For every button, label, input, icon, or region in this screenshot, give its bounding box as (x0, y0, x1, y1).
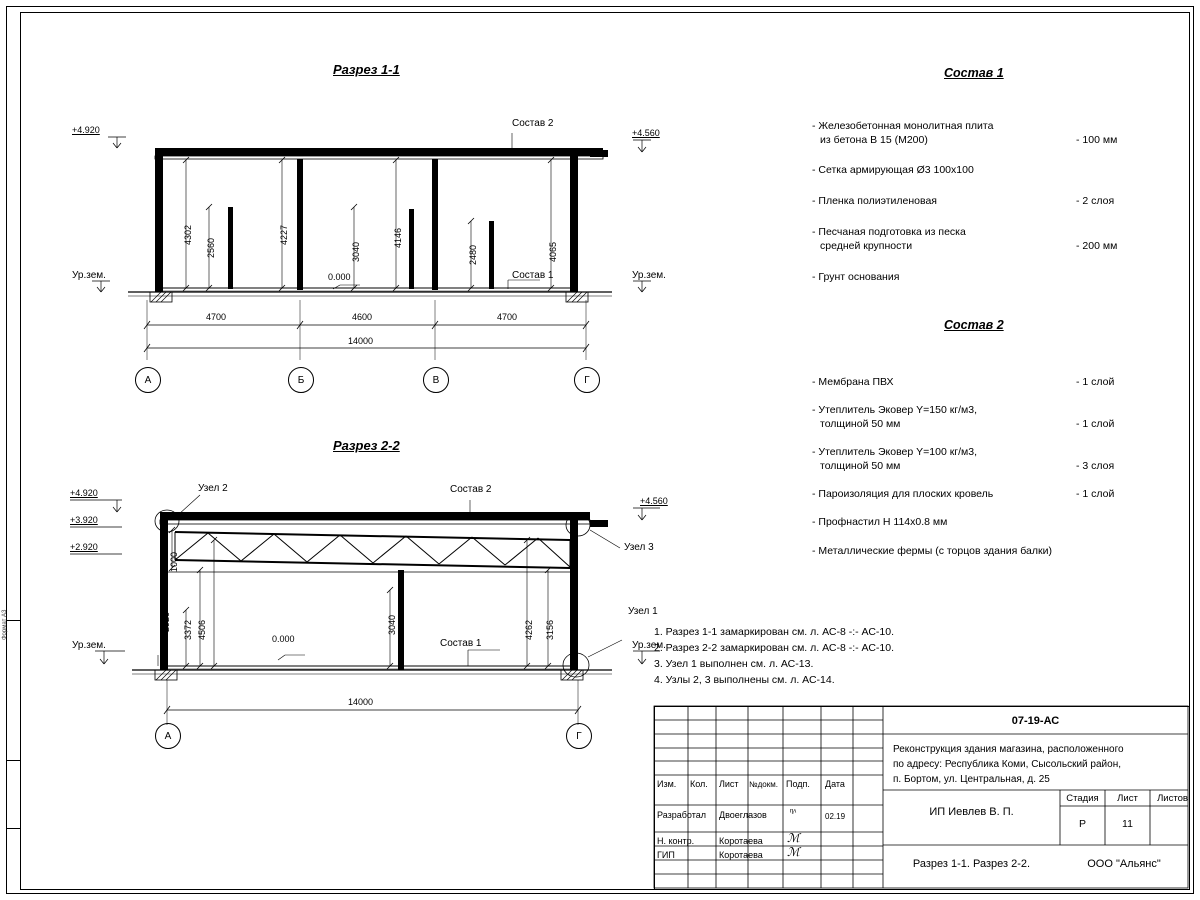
height-4227: 4227 (279, 224, 289, 245)
zero-level-1: 0.000 (328, 272, 351, 282)
note-3: 3. Узел 1 выполнен см. л. АС-13. (654, 658, 814, 670)
col-header-list: Лист (719, 779, 739, 789)
sostav1-item-3-line1: - Песчаная подготовка из песка (812, 226, 966, 238)
sostav2-item-2-line2: толщиной 50 мм (820, 460, 901, 472)
name-1: Коротаева (719, 836, 763, 846)
span-4700-a: 4700 (206, 312, 227, 322)
stage-value: Р (1078, 818, 1086, 830)
sostav1-item-2-value: - 2 слоя (1076, 195, 1115, 207)
total-span-2: 14000 (348, 697, 374, 707)
list-value: 11 (1122, 818, 1133, 830)
sostav2-item-3-value: - 1 слой (1076, 488, 1115, 500)
ground-level-left-2: Ур.зем. (72, 640, 106, 651)
level-mark-3920: +3.920 (70, 515, 98, 525)
sostav2-item-4-line1: - Профнастил Н 114х0.8 мм (812, 516, 948, 528)
sostav2-item-5-line1: - Металлические фермы (с торцов здания балки) (812, 545, 1052, 557)
zero-level-2: 0.000 (272, 634, 295, 644)
level-mark-top-right-1: +4.560 (632, 128, 660, 138)
height-4302: 4302 (183, 224, 193, 245)
stage-header: Стадия (1066, 793, 1099, 804)
axis-marker-b: Б (288, 367, 314, 393)
role-2: ГИП (657, 850, 675, 860)
span-4700-b: 4700 (497, 312, 518, 322)
note-4: 4. Узлы 2, 3 выполнены см. л. АС-14. (654, 674, 835, 686)
note-1: 1. Разрез 1-1 замаркирован см. л. АС-8 -:- АС-10. (654, 626, 894, 638)
level-mark-top-left-1: +4.920 (72, 125, 100, 135)
object-line-2: по адресу: Республика Коми, Сысольский район, (893, 759, 1121, 770)
sostav1-item-0-line1: - Железобетонная монолитная плита (812, 120, 994, 132)
height-3372: 3372 (183, 619, 193, 640)
sostav2-title: Состав 2 (944, 318, 1004, 332)
object-line-3: п. Бортом, ул. Центральная, д. 25 (893, 774, 1050, 785)
lists-header: Листов (1157, 793, 1188, 804)
height-4262: 4262 (524, 619, 534, 640)
node-3-label: Узел 3 (624, 542, 654, 553)
height-3040-2: 3040 (387, 614, 397, 635)
project-code: 07-19-АС (1011, 715, 1060, 727)
sostav2-ref-1: Состав 2 (512, 118, 554, 129)
signature-1: ℳ (787, 831, 800, 845)
axis-marker-a-2: А (155, 723, 181, 749)
sostav1-item-0-line2: из бетона В 15 (М200) (820, 134, 928, 146)
sostav2-item-0-value: - 1 слой (1076, 376, 1115, 388)
name-0: Двоеглазов (719, 810, 767, 820)
sheet-title: Разрез 1-1. Разрез 2-2. (912, 858, 1031, 870)
ground-level-right-2: Ур.зем. (632, 640, 666, 651)
sostav2-item-0-line1: - Мембрана ПВХ (812, 376, 894, 388)
sostav2-item-2-value: - 3 слоя (1076, 460, 1115, 472)
ground-level-right-1: Ур.зем. (632, 270, 666, 281)
sostav2-item-3-line1: - Пароизоляция для плоских кровель (812, 488, 994, 500)
height-2480: 2480 (468, 244, 478, 265)
height-4065: 4065 (548, 241, 558, 262)
col-header-kol: Кол. (690, 779, 708, 789)
height-3040: 3040 (351, 241, 361, 262)
sostav2-item-2-line1: - Утеплитель Эковер Y=100 кг/м3, (812, 446, 978, 458)
col-header-izm: Изм. (657, 779, 677, 789)
section-2-title: Разрез 2-2 (333, 438, 400, 453)
signature-2: ℳ (787, 845, 800, 859)
total-span-1: 14000 (348, 336, 374, 346)
sostav1-item-4-line1: - Грунт основания (812, 271, 900, 283)
axis-marker-v: В (423, 367, 449, 393)
role-0: Разработал (657, 810, 706, 820)
axis-marker-g-2: Г (566, 723, 592, 749)
sostav1-item-2-line1: - Пленка полиэтиленовая (812, 195, 937, 207)
format-label: Формат А3 (2, 609, 8, 640)
height-2920: 2920 (161, 611, 171, 632)
sostav1-item-1-line1: - Сетка армирующая Ø3 100х100 (812, 164, 974, 176)
sostav1-item-3-line2: средней крупности (820, 240, 913, 252)
sostav2-item-1-line1: - Утеплитель Эковер Y=150 кг/м3, (812, 404, 978, 416)
height-2560: 2560 (206, 237, 216, 258)
sostav1-ref-2: Состав 1 (440, 638, 482, 649)
section-1-title: Разрез 1-1 (333, 62, 400, 77)
level-mark-2920: +2.920 (70, 542, 98, 552)
name-2: Коротаева (719, 850, 763, 860)
sostav2-item-1-value: - 1 слой (1076, 418, 1115, 430)
sostav1-item-3-value: - 200 мм (1076, 240, 1118, 252)
ground-level-left-1: Ур.зем. (72, 270, 106, 281)
signature-0: ᶯᶺ (789, 805, 796, 819)
node-2-label: Узел 2 (198, 483, 228, 494)
level-mark-top-right-2: +4.560 (640, 496, 668, 506)
level-mark-top-left-2: +4.920 (70, 488, 98, 498)
axis-marker-g: Г (574, 367, 600, 393)
height-1000: 1000 (169, 551, 179, 572)
height-4506: 4506 (197, 619, 207, 640)
col-header-data: Дата (825, 779, 845, 789)
date-0: 02.19 (825, 812, 846, 821)
sostav1-title: Состав 1 (944, 66, 1004, 80)
sostav1-ref-1: Состав 1 (512, 270, 554, 281)
note-2: 2. Разрез 2-2 замаркирован см. л. АС-8 -:- АС-10. (654, 642, 894, 654)
role-1: Н. контр. (657, 836, 695, 846)
company: ООО "Альянс" (1087, 858, 1161, 870)
col-header-ndok: №докм. (749, 780, 778, 789)
span-4600: 4600 (352, 312, 373, 322)
customer: ИП Иевлев В. П. (929, 806, 1014, 818)
sostav2-ref-2: Состав 2 (450, 484, 492, 495)
height-4146: 4146 (393, 227, 403, 248)
object-line-1: Реконструкция здания магазина, расположенного (893, 744, 1124, 755)
axis-marker-a: А (135, 367, 161, 393)
col-header-podp: Подп. (786, 779, 810, 789)
sostav1-item-0-value: - 100 мм (1076, 134, 1118, 146)
height-3156: 3156 (545, 619, 555, 640)
sostav2-item-1-line2: толщиной 50 мм (820, 418, 901, 430)
node-1-label: Узел 1 (628, 606, 658, 617)
list-header: Лист (1117, 793, 1138, 804)
